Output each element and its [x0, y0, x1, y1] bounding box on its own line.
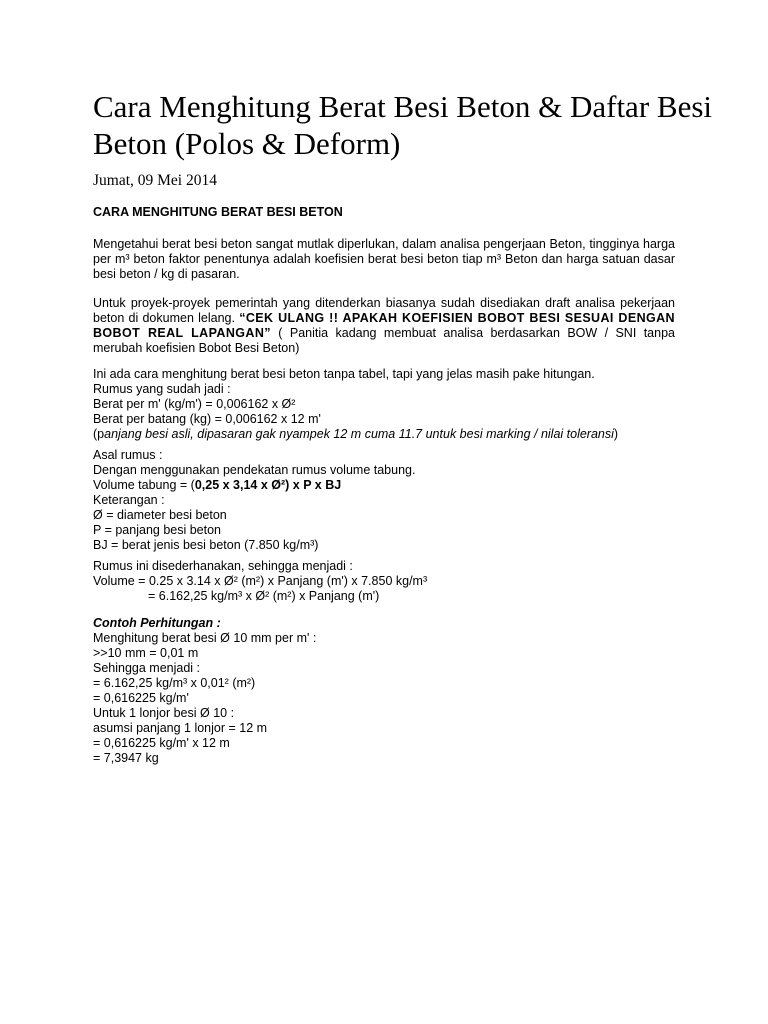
formula-note-italic: anjang besi asli, dipasaran gak nyampek 12 m cuma 11.7 untuk besi marking / nilai toleransi [104, 427, 614, 441]
document-title: Cara Menghitung Berat Besi Beton & Daftar Besi Beton (Polos & Deform) [93, 89, 713, 161]
origin-approach: Dengan menggunakan pendekatan rumus volume tabung. [93, 463, 416, 477]
example-line: Untuk 1 lonjor besi Ø 10 : [93, 706, 235, 720]
formula-label: Rumus yang sudah jadi : [93, 382, 231, 396]
keterangan-label: Keterangan : [93, 493, 165, 507]
volume-prefix: Volume tabung = ( [93, 478, 195, 492]
example-line: Menghitung berat besi Ø 10 mm per m' : [93, 631, 317, 645]
formula-per-meter: Berat per m' (kg/m') = 0,006162 x Ø² [93, 397, 296, 411]
volume-bold: 0,25 x 3,14 x Ø²) x P x BJ [194, 478, 342, 492]
formula-note-open: (p [93, 427, 105, 441]
example-line: asumsi panjang 1 lonjor = 12 m [93, 721, 268, 735]
legend-bj: BJ = berat jenis besi beton (7.850 kg/m³) [93, 538, 319, 552]
publish-date: Jumat, 09 Mei 2014 [93, 172, 217, 189]
tender-tail-text: ( Panitia kadang membuat analisa berdasarkan BOW / SNI tanpa merubah koefisien Bobot Besi Beton) [93, 326, 675, 355]
formula-note-close: ) [613, 427, 619, 441]
example-line: = 0,616225 kg/m' x 12 m [93, 736, 230, 750]
simplified-intro: Rumus ini disederhanakan, sehingga menjadi : [93, 559, 353, 573]
tender-lead-text: Untuk proyek-proyek pemerintah yang ditenderkan biasanya sudah disediakan draft analisa pekerjaan beton di dokumen lelang. [93, 296, 675, 325]
simplified-block [93, 559, 683, 604]
example-block [93, 616, 683, 766]
simplified-line-1: Volume = 0.25 x 3.14 x Ø² (m²) x Panjang (m') x 7.850 kg/m³ [93, 574, 428, 588]
legend-panjang: P = panjang besi beton [93, 523, 222, 537]
example-line: >>10 mm = 0,01 m [93, 646, 199, 660]
legend-diameter: Ø = diameter besi beton [93, 508, 227, 522]
formula-intro: Ini ada cara menghitung berat besi beton tanpa tabel, tapi yang jelas masih pake hitungan. [93, 367, 595, 381]
example-line: = 7,3947 kg [93, 751, 159, 765]
example-line: = 6.162,25 kg/m³ x 0,01² (m²) [93, 676, 256, 690]
example-line: = 0,616225 kg/m' [93, 691, 189, 705]
origin-block [93, 448, 683, 553]
origin-heading: Asal rumus : [93, 448, 163, 462]
tender-paragraph [93, 296, 675, 356]
formula-note [93, 427, 683, 442]
example-line: Sehingga menjadi : [93, 661, 201, 675]
volume-formula [93, 478, 683, 493]
formula-block [93, 367, 683, 442]
formula-per-batang: Berat per batang (kg) = 0,006162 x 12 m' [93, 412, 321, 426]
section-heading: CARA MENGHITUNG BERAT BESI BETON [93, 205, 343, 219]
example-heading: Contoh Perhitungan : [93, 616, 221, 630]
tender-emphasis-text: “CEK ULANG !! APAKAH KOEFISIEN BOBOT BESI SESUAI DENGAN BOBOT REAL LAPANGAN” [93, 311, 675, 340]
intro-paragraph: Mengetahui berat besi beton sangat mutlak diperlukan, dalam analisa pengerjaan Beton, tingginya harga per m³ beton faktor penentunya adalah koefisien berat besi beton tiap m³ Beton dan harga satuan dasar besi beton / kg di pasaran. [93, 237, 675, 281]
simplified-line-2: = 6.162,25 kg/m³ x Ø² (m²) x Panjang (m') [148, 589, 380, 603]
